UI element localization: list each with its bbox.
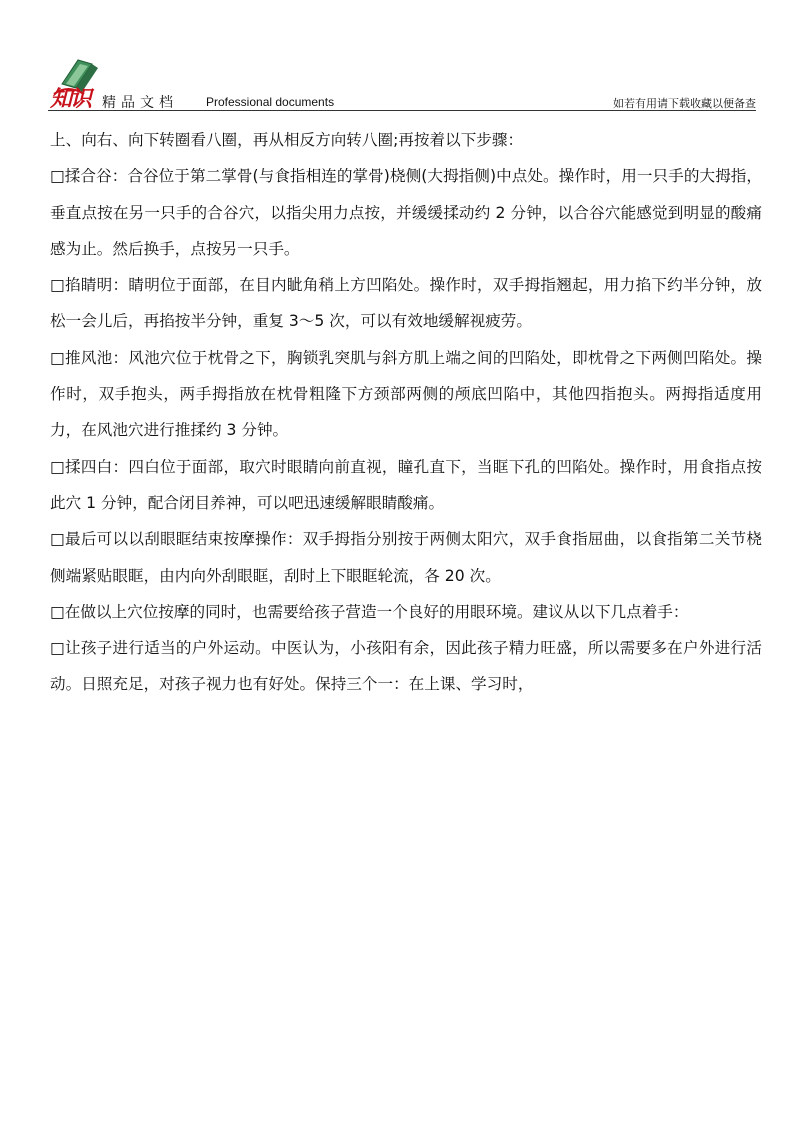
paragraph: □掐睛明：睛明位于面部，在目内眦角稍上方凹陷处。操作时，双手拇指翘起，用力掐下约半分钟，放松一会儿后，再掐按半分钟，重复 3～5 次，可以有效地缓解视疲劳。 — [50, 276, 762, 331]
paragraph: □揉四白：四白位于面部，取穴时眼睛向前直视，瞳孔直下，当眶下孔的凹陷处。操作时，用食指点按此穴 1 分钟，配合闭目养神，可以吧迅速缓解眼睛酸痛。 — [50, 457, 762, 512]
document-body — [50, 122, 762, 703]
header-note: 如若有用请下载收藏以便备查 — [613, 97, 756, 110]
header-subtitle: Professional documents — [206, 95, 335, 109]
header-title: 精品文档 — [102, 95, 178, 111]
paragraph: 上、向右、向下转圈看八圈，再从相反方向转八圈;再按着以下步骤： — [50, 131, 524, 149]
logo — [48, 54, 100, 112]
header-divider — [48, 110, 756, 111]
logo-text: 知识 — [50, 86, 91, 112]
paragraph: □最后可以以刮眼眶结束按摩操作：双手拇指分别按于两侧太阳穴，双手食指屈曲，以食指第二关节桡侧端紧贴眼眶，由内向外刮眼眶，刮时上下眼眶轮流，各 20 次。 — [50, 530, 762, 585]
paragraph: □揉合谷：合谷位于第二掌骨(与食指相连的掌骨)桡侧(大拇指侧)中点处。操作时，用一只手的大拇指，垂直点按在另一只手的合谷穴，以指尖用力点按，并缓缓揉动约 2 分钟，以合谷穴能感觉到明显的酸痛感为止。然后换手，点按另一只手。 — [50, 167, 762, 258]
paragraph: □在做以上穴位按摩的同时，也需要给孩子营造一个良好的用眼环境。建议从以下几点着手： — [50, 602, 689, 621]
page-header — [48, 50, 756, 110]
paragraph: □让孩子进行适当的户外运动。中医认为，小孩阳有余，因此孩子精力旺盛，所以需要多在户外进行活动。日照充足，对孩子视力也有好处。保持三个一：在上课、学习时， — [50, 639, 762, 694]
paragraph: □推风池：风池穴位于枕骨之下，胸锁乳突肌与斜方肌上端之间的凹陷处，即枕骨之下两侧凹陷处。操作时，双手抱头，两手拇指放在枕骨粗隆下方颈部两侧的颅底凹陷中，其他四指抱头。两拇指适度用力，在风池穴进行推揉约 3 分钟。 — [50, 348, 762, 440]
